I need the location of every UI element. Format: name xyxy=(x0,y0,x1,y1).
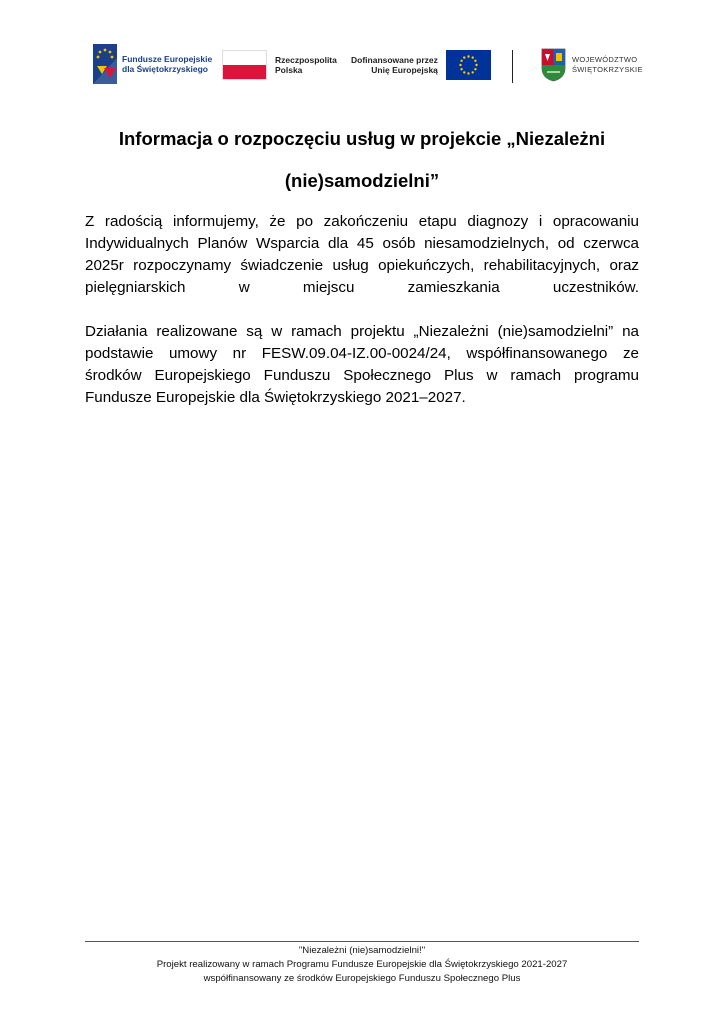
eu-flag-icon xyxy=(446,50,491,80)
document-title xyxy=(85,118,639,202)
rzeczpospolita-logo xyxy=(222,50,337,80)
logo-divider xyxy=(512,50,513,83)
sw-logo-line1: WOJEWÓDZTWO xyxy=(572,55,638,64)
paragraph-project: Działania realizowane są w ramach projektu „Niezależni (nie)samodzielni” na podstawie umowy nr FESW.09.04-IZ.00-0024/24, współfinansowanego ze środków Europejskiego Funduszu Społecznego Plus w ramach programu Fundusze Europejskie dla Świętokrzyskiego 2021–2027. xyxy=(85,323,639,406)
footer-rule xyxy=(85,941,639,942)
rp-logo-line2: Polska xyxy=(275,65,303,75)
document-body xyxy=(85,211,639,431)
document-title-line1: Informacja o rozpoczęciu usług w projekcie „Niezależni xyxy=(118,128,606,149)
ue-logo-line2: Unię Europejską xyxy=(371,65,438,75)
fundusze-europejskie-logo xyxy=(93,44,212,84)
footer-funding-line: współfinansowany ze środków Europejskiego Funduszu Społecznego Plus xyxy=(203,973,521,984)
fe-emblem-icon xyxy=(93,44,117,84)
fe-logo-line2: dla Świętokrzyskiego xyxy=(122,64,208,74)
coat-of-arms-icon xyxy=(541,48,566,82)
paragraph-services: Z radością informujemy, że po zakończeniu etapu diagnozy i opracowaniu Indywidualnych Planów Wsparcia dla 45 osób niesamodzielnych, od czerwca 2025r rozpoczynamy świadczenie usług opiekuńczych, rehabilitacyjnych, oraz pielęgniarskich w miejscu zamieszkania uczestników. xyxy=(85,213,639,296)
document-title-line2: (nie)samodzielni” xyxy=(284,170,440,191)
rp-logo-line1: Rzeczpospolita xyxy=(275,55,337,65)
ue-logo-line1: Dofinansowane przez xyxy=(351,55,438,65)
eu-funding-logo xyxy=(351,50,491,80)
fe-logo-line1: Fundusze Europejskie xyxy=(122,54,213,64)
logo-bar xyxy=(0,44,724,88)
wojewodztwo-swietokrzyskie-logo xyxy=(541,48,643,82)
polish-flag-icon xyxy=(222,50,267,80)
page-footer xyxy=(85,944,639,986)
footer-program-line: Projekt realizowany w ramach Programu Fundusze Europejskie dla Świętokrzyskiego 2021-2027 xyxy=(156,959,568,970)
sw-logo-line2: ŚWIĘTOKRZYSKIE xyxy=(572,65,643,74)
footer-project-name: "Niezależni (nie)samodzielni!" xyxy=(298,945,426,956)
